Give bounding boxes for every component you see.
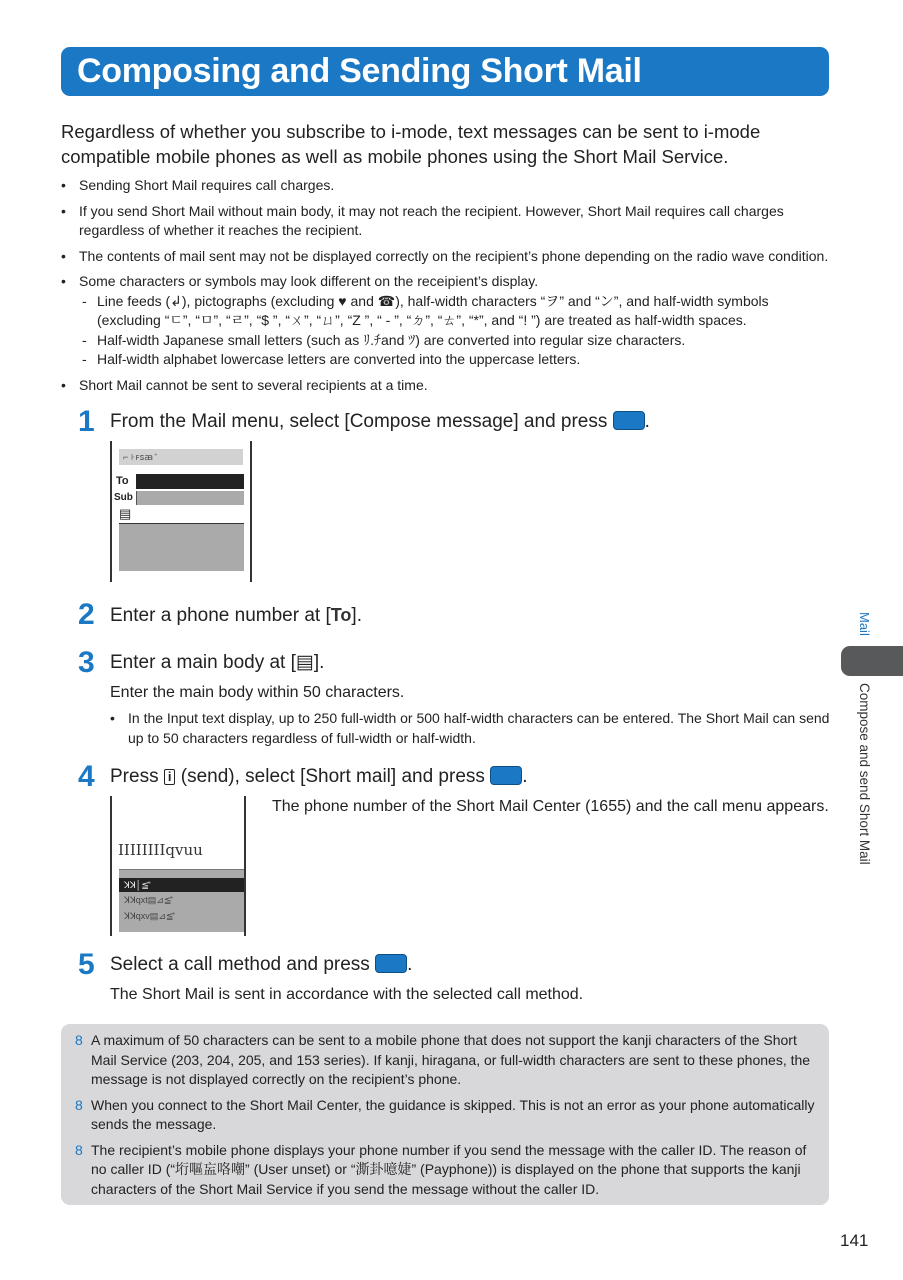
body-field[interactable] — [119, 523, 244, 571]
side-subsection-label: Compose and send Short Mail — [857, 683, 872, 865]
step-2 — [61, 598, 831, 632]
step-end: . — [644, 411, 650, 432]
side-tab — [841, 646, 903, 676]
step-3-bullet: • In the Input text display, up to 250 full-width or 500 half-width characters can be entered. The Short Mail can send up to 50 characters regardless of full-width or half-width. — [110, 710, 830, 746]
note-marker-icon: 8 — [75, 1032, 83, 1048]
note-text: A maximum of 50 characters can be sent to a mobile phone that does not support the kanji characters of the Short Mail Service (203, 204, 205, and 153 series). If kanji, hiragana, or full-width characters are sent to these phones, the message is not displayed correctly on the recipient’s phone. — [91, 1032, 811, 1087]
side-section-label: Mail — [857, 612, 872, 636]
step-end: ]. — [351, 605, 362, 626]
select-key-icon — [613, 411, 645, 430]
step-1-text — [110, 409, 831, 435]
main-content — [61, 119, 831, 1205]
bullet-text: In the Input text display, up to 250 full-width or 500 half-width characters can be entered. The Short Mail can send up to 50 characters regardless of full-width or half-width. — [128, 710, 830, 746]
subject-field[interactable] — [136, 491, 244, 505]
step-3-body: Enter the main body within 50 characters. — [110, 684, 405, 701]
document-icon: ▤ — [295, 652, 314, 673]
sub-bullet: - Half-width alphabet lowercase letters are converted into the uppercase letters. — [79, 350, 831, 370]
to-icon: To — [330, 605, 352, 625]
bullet-item: • The contents of mail sent may not be displayed correctly on the recipient’s phone depending on the radio wave condition. — [61, 247, 831, 267]
step-label: Press — [110, 766, 159, 787]
note-text: The recipient’s mobile phone displays your phone number if you send the message with the caller ID. The reason of no caller ID (“垳嘔衁咯嘲” (User unset) or “澌卦噫婕” (Payphone)) is displayed on the phone that supports the kanji characters of the Short Mail Service if you send the message without the caller ID. — [91, 1141, 807, 1197]
bullet-list — [61, 176, 831, 395]
step-5-text — [110, 952, 831, 978]
step-end: . — [407, 954, 413, 975]
title-bar — [61, 47, 829, 96]
note-item — [75, 1031, 817, 1090]
step-label: Enter a main body at [ — [110, 652, 296, 673]
page-number: 141 — [840, 1231, 869, 1250]
step-label: Enter a phone number at [ — [110, 605, 331, 626]
bullet-item: • If you send Short Mail without main body, it may not reach the recipient. However, Short Mail requires call charges regardless of whether it reaches the recipient. — [61, 202, 831, 241]
screen-header: ⌐ ꜔ꜰꜱꜳ ꜙ — [119, 449, 243, 465]
step-5 — [61, 948, 831, 1006]
step-4-text — [110, 764, 831, 790]
short-mail-center-number: IIIIIIIIqvuu — [118, 841, 203, 859]
bullet-item — [61, 272, 831, 370]
call-menu-item[interactable]: ꓘꓘqxv▤⊿≦ꜙꜙ — [124, 911, 174, 921]
step-end: ]. — [313, 652, 325, 673]
step-1 — [61, 405, 831, 582]
note-item — [75, 1096, 817, 1135]
step-3 — [61, 646, 831, 748]
note-item — [75, 1141, 817, 1200]
bullet-item: • Short Mail cannot be sent to several recipients at a time. — [61, 376, 831, 396]
select-key-icon — [490, 766, 522, 785]
bullet-item: • Sending Short Mail requires call charges. — [61, 176, 831, 196]
step-5-body: The Short Mail is sent in accordance with the selected call method. — [110, 986, 584, 1003]
note-marker-icon: 8 — [75, 1141, 83, 1158]
bullet-text: Some characters or symbols may look different on the receipient’s display. — [79, 273, 539, 289]
note-text: When you connect to the Short Mail Center, the guidance is skipped. This is not an error as your phone automatically sends the message. — [91, 1096, 815, 1132]
to-label: To — [116, 475, 129, 487]
sub-bullet: - Half-width Japanese small letters (such as ﾘ.ﾁand ﾂ) are converted into regular size characters. — [79, 331, 831, 351]
step-end: . — [522, 766, 528, 787]
select-key-icon — [375, 954, 407, 973]
step-number: 3 — [78, 646, 95, 679]
step-2-text — [110, 602, 831, 629]
page-title: Composing and Sending Short Mail — [77, 52, 642, 90]
step-4 — [61, 760, 831, 936]
notes-box — [61, 1024, 829, 1205]
step-number: 2 — [78, 598, 95, 631]
step-3-text — [110, 650, 831, 676]
step-number: 1 — [78, 405, 95, 438]
call-menu-item[interactable]: ꓘꓘ│≦ꜙꜙ — [119, 878, 244, 892]
document-icon: ▤ — [119, 506, 132, 521]
subject-label: Sub — [114, 492, 133, 503]
intro-text: Regardless of whether you subscribe to i-mode, text messages can be sent to i-mode compatible mobile phones as well as mobile phones using the Short Mail Service. — [61, 121, 761, 167]
call-menu-screen-mockup — [110, 796, 246, 936]
imode-key-icon: i — [164, 769, 176, 785]
sub-bullet: - Line feeds (↲), pictographs (excluding ♥ and ☎), half-width characters “ヲ” and “ン”, and half-width symbols (excluding “ㄷ”, “ㅁ”, “ㄹ”, “$ ”, “ㄨ”, “ㄩ”, “Z ”, “ - ”, “ㄉ”, “ㄊ”, “*”, and “! ”) are treated as half-width spaces. — [79, 292, 831, 331]
note-marker-icon: 8 — [75, 1096, 83, 1113]
step-number: 4 — [78, 760, 95, 793]
step-4-row — [110, 796, 831, 936]
step-label: (send), select [Short mail] and press — [180, 766, 485, 787]
step-4-body: The phone number of the Short Mail Center (1655) and the call menu appears. — [272, 798, 829, 815]
step-label: From the Mail menu, select [Compose message] and press — [110, 411, 608, 432]
step-label: Select a call method and press — [110, 954, 370, 975]
compose-screen-mockup — [110, 441, 252, 582]
call-menu-item[interactable]: ꓘꓘqxt▤⊿≦ꜙꜙ — [124, 895, 172, 905]
to-field[interactable] — [136, 474, 244, 489]
step-number: 5 — [78, 948, 95, 981]
